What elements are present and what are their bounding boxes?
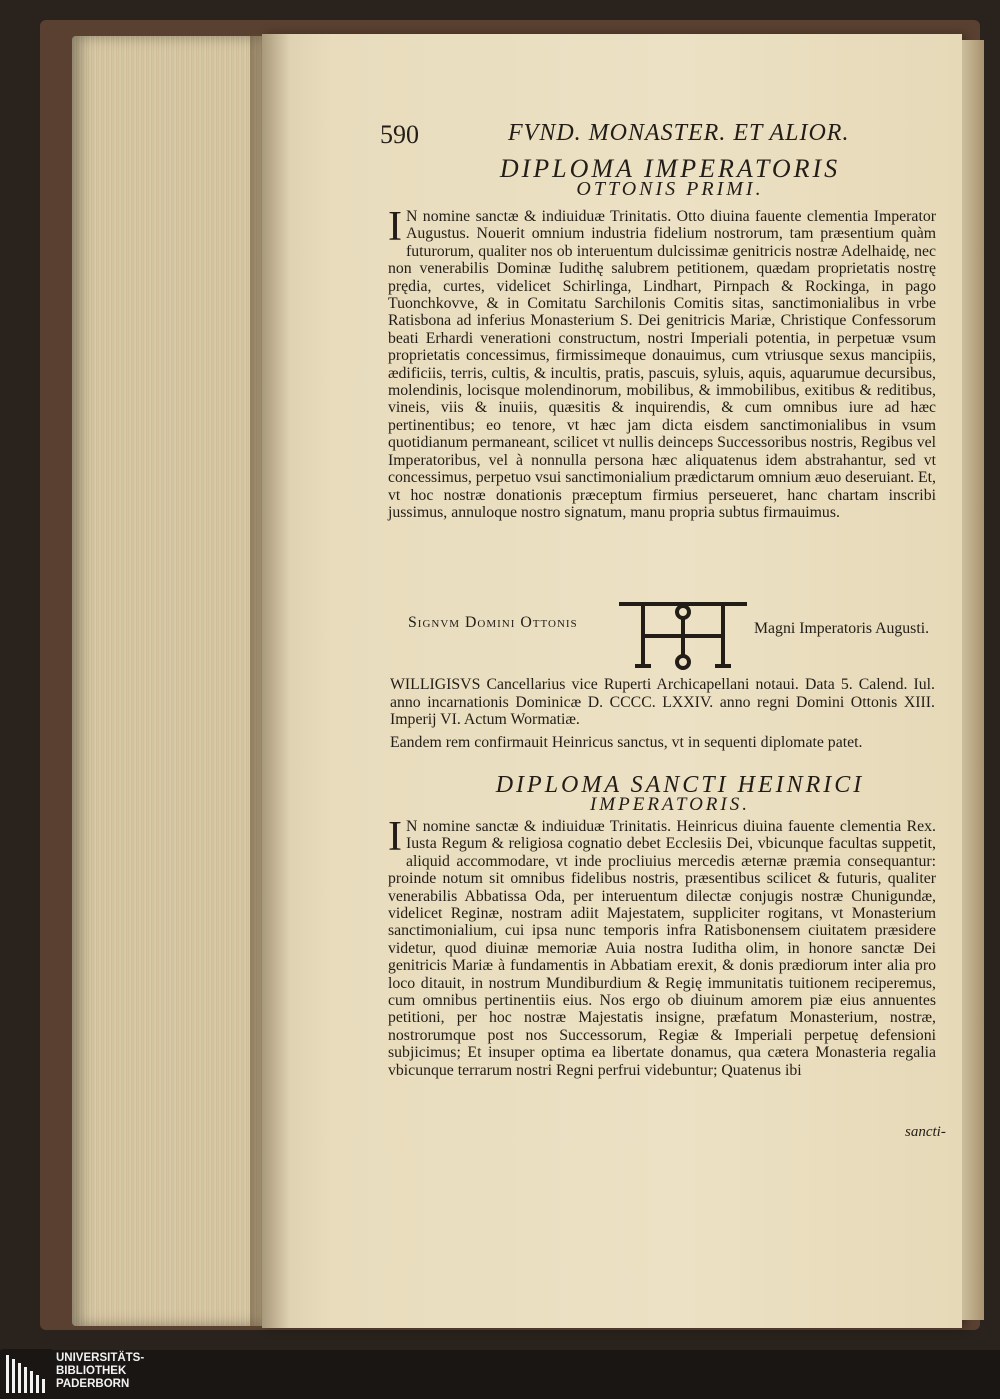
signum-right-text: Magni Imperatoris Augusti. <box>754 620 930 637</box>
library-name-line1: UNIVERSITÄTS- <box>56 1352 145 1364</box>
subscription: WILLIGISVS Cancellarius vice Ruperti Archicapellani notaui. Data 5. Calend. Iul. anno incarnationis Dominicæ D. CCCC. LXXIV. anno regni Domini Ottonis XIII. Imperij VI. Actum Wormatiæ. <box>390 676 935 729</box>
library-name-line3: PADERBORN <box>56 1378 130 1390</box>
diploma2-text: N nomine sanctæ & indiuiduæ Trinitatis. Heinricus diuina fauente clementia Rex. Iusta Regum & religiosa cognatio debet Ecclesiis Dei, vbicunque facultas suppetit, aliquid accommodare, vt inde procliuius mercedis æternæ præmia consequantur: proinde notum sit omnibus fidelibus nostris, præsentibus scilicet & futuris, qualiter venerabilis Abbatissa Oda, per interuentum dilectæ conjugis nostræ Chunigundæ, videlicet Reginæ, nostram adiit Majestatem, suppliciter rogitans, vt Monasterium sanctimonialium, cui ipsa nunc temporis infra Ratisbonensem ciuitatem præsidere videtur, quod diuinæ memoriæ Auia nostra Iuditha olim, in honore sanctæ Dei genitricis Mariæ à fundamentis in Abbatiam erexit, & donis prædiorum inter alia pro loco ditauit, in nostrum Mundiburdium & Regię immunitatis tuitionem reciperemus, cum omnibus pertinentiis eius. Nos ergo ob diuinum amorem piæ eius annuentes petitioni, per hoc nostræ Majestatis insigne, præfatum Monasterium, nostræ, nostrorumque post nos Successorum, Regiæ & Imperiali perpetuę defensioni subjicimus; Et insuper optima ea libertate donamus, qua cætera Monasteria regalia vbicunque terrarum nostri Regni perfrui videbuntur; Quatenus ibi <box>388 818 936 1079</box>
signum-left-text: Signvm Domini Ottonis <box>408 614 578 631</box>
catchword: sancti- <box>905 1124 946 1140</box>
diploma2-dropcap: I <box>388 814 402 860</box>
diploma2-title: DIPLOMA SANCTI HEINRICI <box>495 772 865 798</box>
library-logo-icon <box>2 1349 52 1399</box>
diploma1-dropcap: I <box>388 204 402 250</box>
diploma1-body <box>388 204 936 628</box>
diploma1-text: N nomine sanctæ & indiuiduæ Trinitatis. Otto diuina fauente clementia Imperator Augustus. Nouerit omnium industria fidelium nostrorum, tam præsentium quàm futurorum, qualiter nos ob interuentum dulcissimæ genitricis nostræ Adelhaidę, nec non venerabilis Dominæ Iudithę salubrem petitionem, quædam proprietatis nostrę prędia, curtes, videlicet Schirlinga, Lindhart, Pirnpach & Rockinga, in pago Tuonchkovve, & in Comitatu Sarchilonis Comitis sitas, sanctimonialibus in vrbe Ratisbona ad inferius Monasterium S. Dei genitricis Mariæ, Christique Confessorum beati Erhardi venerationi constructum, nostri Imperiali potentia, in perpetuæ vsum proprietatis concessimus, firmissimeque donauimus, cum vtriusque sexus mancipiis, ædificiis, terris, cultis, & incultis, pratis, pascuis, syluis, aquis, aquarumue decursibus, molendinis, locisque molendinorum, mobilibus, & immobilibus, exitibus & reditibus, vineis, viis & inuiis, quæsitis & inquirendis, & cum omnibus iure ad hæc pertinentibus; eo tenore, vt hæc jam dicta eisdem sanctimonialibus in vsum quotidianum permaneant, scilicet vt nullis deinceps Successoribus nostris, Regibus vel Imperatoribus, vel à nonnulla persona hæc aliquatenus idem abstrahantur, sed vt concessimus, perpetuo vsui sanctimonialium prædictarum omnium æuo deseruiant. Et, vt hoc nostræ donationis præceptum firmius perseueret, hanc chartam inscribi jussimus, annuloque nostro signatum, manu propria subtus firmauimus. <box>388 208 936 521</box>
running-head <box>380 120 880 156</box>
library-name-line2: BIBLIOTHEK <box>56 1365 127 1377</box>
library-name <box>56 1352 216 1391</box>
diploma2-body <box>388 814 936 1138</box>
confirmation-note: Eandem rem confirmauit Heinricus sanctus, vt in sequenti diplomate patet. <box>390 734 863 751</box>
page-edges <box>72 36 262 1326</box>
facing-page-edge <box>962 40 984 1320</box>
diploma2-subtitle: IMPERATORIS. <box>589 794 750 815</box>
diploma1-title: DIPLOMA IMPERATORIS <box>499 154 841 183</box>
page-gutter <box>250 34 290 1328</box>
otto-monogram-icon <box>613 600 753 676</box>
running-title: FVND. MONASTER. ET ALIOR. <box>508 120 850 146</box>
diploma1-subtitle: OTTONIS PRIMI. <box>576 178 764 200</box>
signum-row <box>408 600 938 676</box>
page-number: 590 <box>380 120 419 149</box>
